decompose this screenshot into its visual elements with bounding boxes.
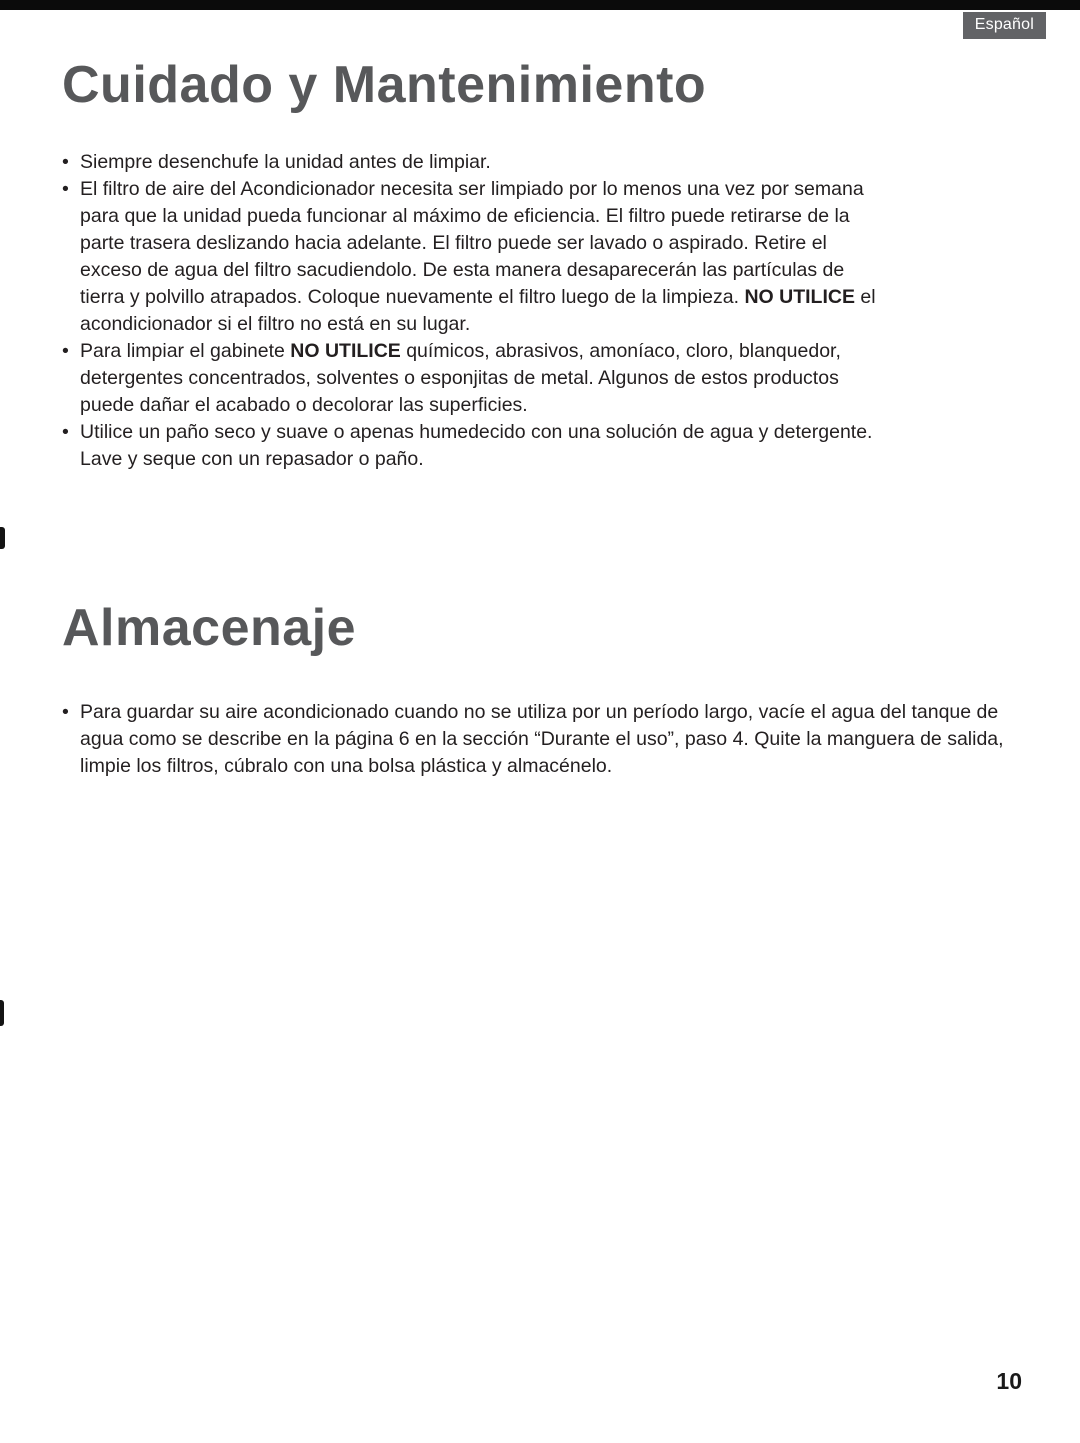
language-tab: Español: [963, 12, 1046, 39]
section-care-maintenance: [62, 58, 1040, 473]
list-item: [62, 699, 1012, 780]
section-storage: [62, 598, 1040, 781]
bullet-text: Para limpiar el gabinete NO UTILICE químicos, abrasivos, amoníaco, cloro, blanquedor, detergentes concentrados, solventes o esponjitas de metal. Algunos de estos productos puede dañar el acabado o decolorar las superficies.: [80, 339, 841, 416]
section-title-storage: Almacenaje: [62, 598, 357, 657]
scan-artifact: [0, 1000, 4, 1026]
bullet-text: Utilice un paño seco y suave o apenas humedecido con una solución de agua y detergente. Lave y seque con un repasador o paño.: [80, 420, 873, 470]
scan-artifact: [0, 527, 5, 549]
bullet-icon: •: [62, 701, 69, 724]
list-item: [62, 176, 892, 338]
list-item: [62, 149, 892, 176]
bullet-text: Para guardar su aire acondicionado cuando no se utiliza por un período largo, vacíe el agua del tanque de agua como se describe en la página 6 en la sección “Durante el uso”, paso 4. Quite la manguera de salida, limpie los filtros, cúbralo con una bolsa plástica y almacénelo.: [80, 701, 1004, 778]
bold-text: NO UTILICE: [744, 285, 855, 308]
page-number: 10: [996, 1368, 1022, 1394]
bullet-icon: •: [62, 339, 69, 362]
bullet-icon: •: [62, 420, 69, 443]
list-item: [62, 338, 892, 419]
page-content: [62, 58, 1040, 780]
bullet-icon: •: [62, 177, 69, 200]
bullet-icon: •: [62, 150, 69, 173]
bullet-text: El filtro de aire del Acondicionador necesita ser limpiado por lo menos una vez por semana para que la unidad pueda funcionar al máximo de eficiencia. El filtro puede retirarse de la parte trasera deslizando hacia adelante. El filtro puede ser lavado o aspirado. Retire el exceso de agua del filtro sacudiendolo. De esta manera desaparecerán las partículas de tierra y polvillo atrapados. Coloque nuevamente el filtro luego de la limpieza. NO UTILICE el acondicionador si el filtro no está en su lugar.: [80, 177, 876, 335]
list-item: [62, 419, 892, 473]
top-black-bar: [0, 0, 1080, 10]
storage-bullet-list: [62, 699, 1012, 780]
care-bullet-list: [62, 149, 892, 473]
section-title-care: Cuidado y Mantenimiento: [62, 56, 707, 114]
bold-text: NO UTILICE: [290, 339, 401, 362]
bullet-text: Siempre desenchufe la unidad antes de limpiar.: [80, 150, 491, 173]
